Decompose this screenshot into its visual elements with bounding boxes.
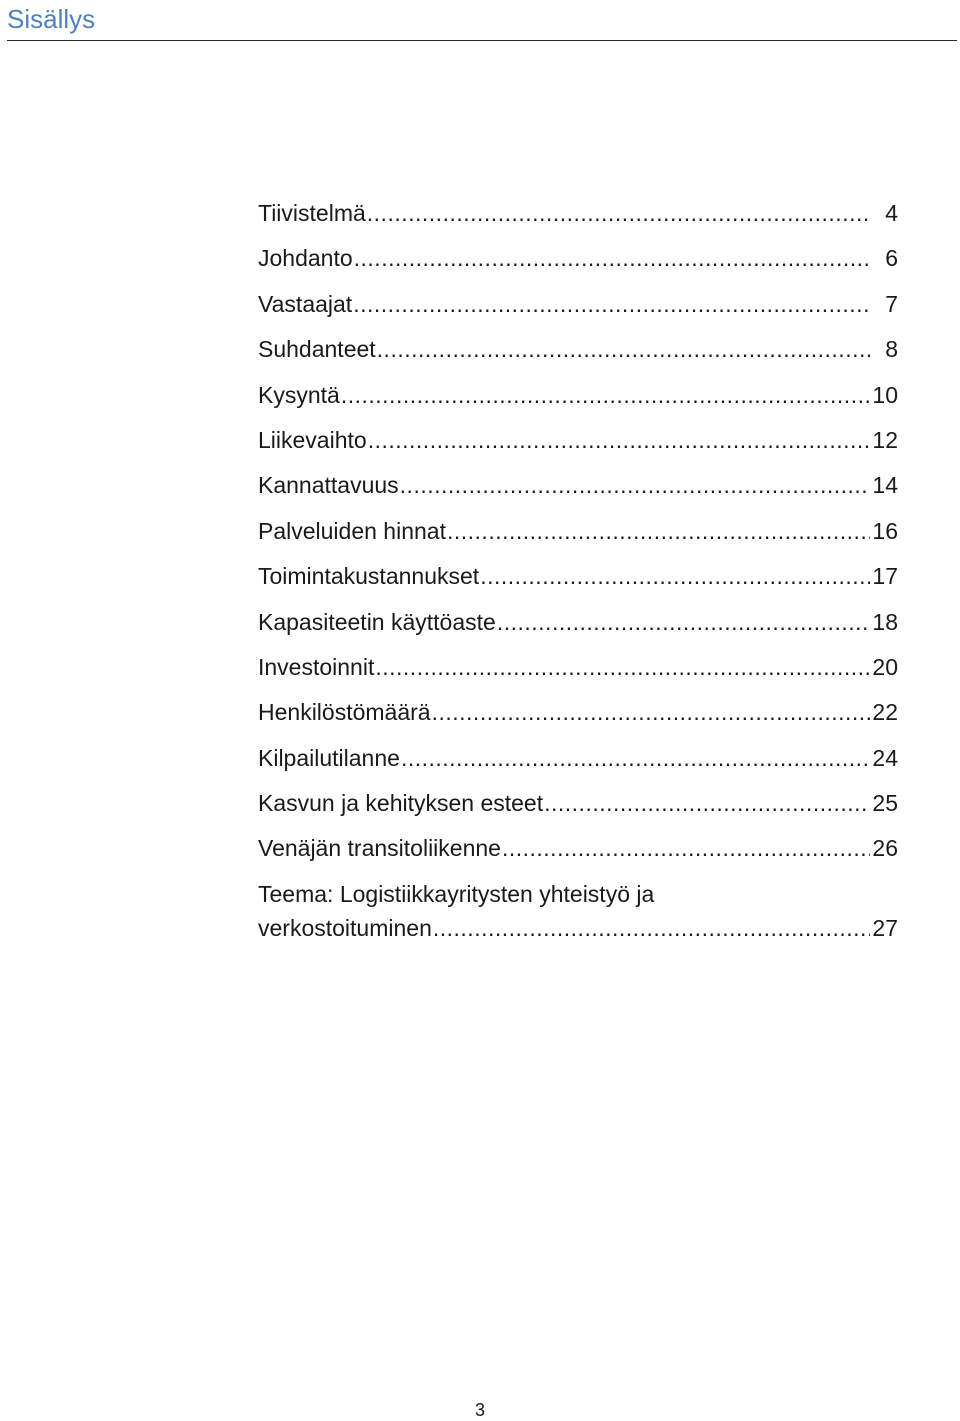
toc-entry-label: Henkilöstömäärä: [258, 699, 431, 726]
toc-entry-label: Johdanto: [258, 245, 353, 272]
toc-entry[interactable]: [258, 196, 898, 241]
toc-entry-page: 20: [872, 653, 898, 680]
toc-entry-label: Liikevaihto: [258, 426, 367, 453]
toc-entry-page: 25: [872, 790, 898, 817]
page-header: [7, 0, 957, 41]
toc-entry[interactable]: [258, 241, 898, 286]
toc-entry[interactable]: [258, 741, 898, 786]
toc-leader-dots: [341, 378, 870, 412]
toc-entry-label: Vastaajat: [258, 290, 353, 317]
toc-entry-label: Tiivistelmä: [258, 200, 366, 226]
toc-entry-label: Kilpailutilanne: [258, 744, 400, 771]
toc-entry-page: 26: [872, 835, 898, 862]
toc-entry[interactable]: [258, 378, 898, 423]
toc-entry-page: 12: [872, 426, 898, 453]
toc-entry[interactable]: [258, 695, 898, 740]
toc-entry[interactable]: [258, 605, 898, 650]
page-number: 3: [474, 1400, 485, 1420]
toc-entry-page: 8: [885, 336, 898, 363]
toc-leader-dots: [375, 650, 870, 684]
toc-entry-page: 24: [872, 744, 898, 771]
toc-entry-page: 18: [872, 608, 898, 635]
page-title: Sisällys: [7, 4, 96, 34]
toc-entry-label: Suhdanteet: [258, 336, 376, 363]
toc-entry-label: Venäjän transitoliikenne: [258, 835, 501, 862]
toc-entry-label: Kannattavuus: [258, 472, 399, 499]
toc-leader-dots: [432, 695, 870, 729]
toc-entry-page: 17: [872, 563, 898, 590]
toc-entry-page: 6: [885, 245, 898, 272]
toc-entry[interactable]: [258, 559, 898, 604]
toc-entry[interactable]: [258, 468, 898, 513]
toc-leader-dots: [447, 514, 870, 548]
toc-entry[interactable]: [258, 786, 898, 831]
toc-leader-dots: [367, 196, 870, 230]
toc-leader-dots: [353, 287, 870, 321]
toc-entry-page: 16: [872, 517, 898, 544]
toc-entry-label: Palveluiden hinnat: [258, 517, 446, 544]
toc-entry-label: Kasvun ja kehityksen esteet: [258, 790, 544, 817]
table-of-contents: [258, 196, 898, 945]
toc-entry-label-continued: verkostoituminen: [258, 914, 432, 941]
toc-leader-dots: [354, 241, 870, 275]
toc-entry-label: Toimintakustannukset: [258, 563, 480, 590]
toc-entry-page: 4: [885, 200, 898, 226]
toc-entry-label: Kysyntä: [258, 381, 340, 408]
toc-entry[interactable]: [258, 423, 898, 468]
toc-entry[interactable]: [258, 650, 898, 695]
toc-entry-page: 27: [872, 914, 898, 941]
toc-leader-dots: [480, 559, 870, 593]
toc-leader-dots: [433, 911, 870, 945]
toc-entry[interactable]: [258, 287, 898, 332]
toc-leader-dots: [502, 831, 870, 865]
toc-leader-dots: [368, 423, 870, 457]
toc-leader-dots: [544, 786, 870, 820]
toc-entry[interactable]: [258, 877, 898, 945]
toc-entry-label: Teema: Logistiikkayritysten yhteistyö ja: [258, 880, 655, 907]
toc-leader-dots: [497, 605, 870, 639]
toc-leader-dots: [377, 332, 870, 366]
toc-entry-page: 14: [872, 472, 898, 499]
toc-entry[interactable]: [258, 332, 898, 377]
toc-entry-label: Investoinnit: [258, 653, 375, 680]
toc-leader-dots: [400, 468, 870, 502]
toc-entry-label: Kapasiteetin käyttöaste: [258, 608, 496, 635]
toc-entry-page: 7: [885, 290, 898, 317]
toc-entry[interactable]: [258, 514, 898, 559]
toc-entry-page: 22: [872, 699, 898, 726]
toc-leader-dots: [401, 741, 870, 775]
toc-entry[interactable]: [258, 831, 898, 876]
toc-entry-page: 10: [872, 381, 898, 408]
